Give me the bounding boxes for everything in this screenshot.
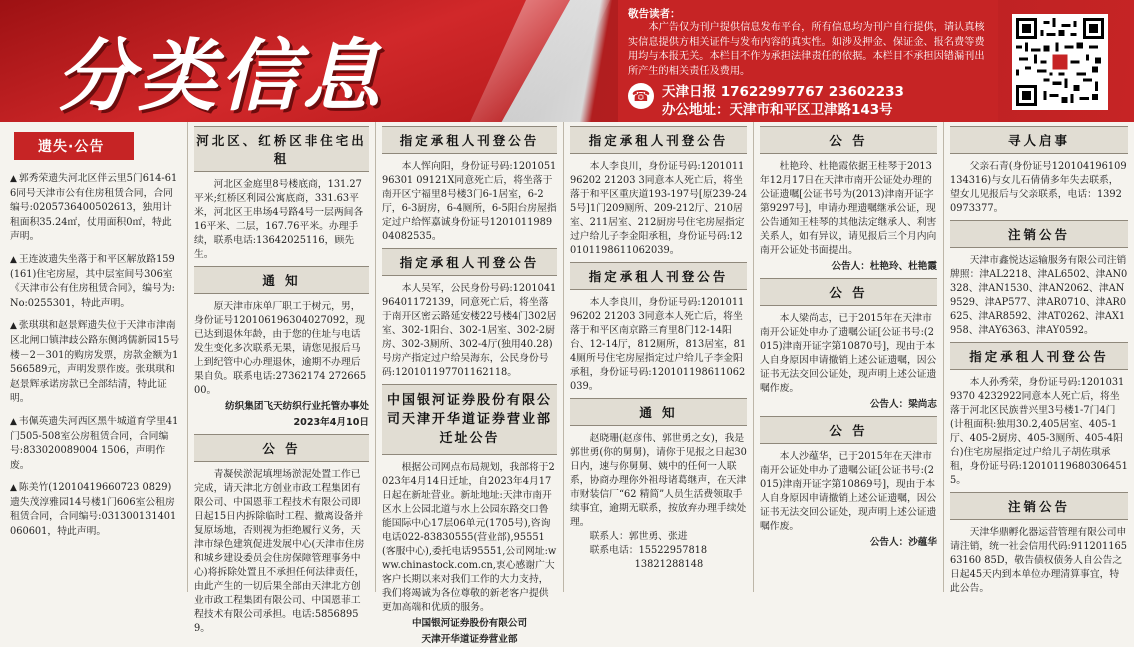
contact-phone: 天津日报 17622997767 23602233 <box>662 84 904 100</box>
relocation-signature-branch: 天津开华道证券营业部 <box>421 634 518 645</box>
rental-body: 河北区金庭里8号楼底商，131.27平米;红桥区利园公寓底商，331.63平米，河北区王串场4号路4号一层两间各16平米、二层，167.76平米。办理手续，联系电话:13642025116，顾先生。 <box>194 179 364 260</box>
announcement-body: 青凝侯淤泥填埋场淤泥处置工作已完成，请天津北方创业市政工程集团有限公司、中国恩菲工程技术有限公司即日起15日内拆除临时工程、撤离设备并复原场地，否则视为拒绝履行义务，天津市绿色建筑促进发展中心(天津市住房和城乡建设委员会住房保障管理事务中心)将拆除处置且不承担任何法律责任，由此产生的一切后果全部由天津北方创业市政工程集团有限公司、中国恩菲工程技术有限公司承担。电话:58568959。 <box>194 469 365 634</box>
announcement-body: 杜艳玲、杜艳霞依据王桂琴于2013年12月17日在天津市南开公证处办理的公证遗嘱[公证书号为(2013)津南开证字第9297号]，申请办理遗嘱继承公证，现公告通知王桂琴的其他法定继承人、利害关系人，如有异议，请见报后三个月内向南开公证处书面提出。 <box>760 161 937 256</box>
section-heading-cancellation: 注销公告 <box>950 220 1128 248</box>
section-heading-tenant: 指定承租人刊登公告 <box>382 126 557 154</box>
bullet-triangle-icon: ▲ <box>10 321 17 332</box>
cancellation-body: 天津市鑫悦达运输服务有限公司注销牌照：津AL2218、津AL6502、津AN0328、津AN1530、津AN2062、津AN9529、津AP577、津AR0710、津AR0625、津AR8592、津AT0262、津AX1958、津AY6363、津AY0592。 <box>950 255 1128 336</box>
column-2 <box>188 122 376 634</box>
page-title: 分类信息 <box>56 32 385 122</box>
reader-notice-title: 敬告读者： <box>628 8 681 20</box>
notice-date: 2023年4月10日 <box>293 417 369 428</box>
qr-code-graphic <box>1016 18 1104 106</box>
tenant-body: 本人李良川，身份证号码:120101196202 21203 3同意本人死亡后，将坐落于和平区重庆道193-197号[原239-245号]1门209厕所、209-212厅、210居室、211居室、212厨房号住宅房屋指定过户给儿子李金阳承租，身份证号码:120101198611062039。 <box>570 161 747 256</box>
section-heading-notice: 通 知 <box>194 266 369 294</box>
column-4 <box>564 122 754 592</box>
section-heading-tenant: 指定承租人刊登公告 <box>950 342 1128 370</box>
section-heading-missing-person: 寻人启事 <box>950 126 1128 154</box>
relocation-signature: 中国银河证券股份有限公司 <box>411 618 528 629</box>
announcement-body: 本人沙蕴华，已于2015年在天津市南开公证处申办了遗嘱公证[公证书号:(2015)津南开证字第10869号]，现由于本人自身原因申请撤销上述公证遗嘱，因公证书无法交回公证处，现声明上述公证遗嘱作废。 <box>760 451 937 532</box>
contact-address: 办公地址：天津市和平区卫津路143号 <box>662 102 893 118</box>
lost-notice-item: ▲ 陈美竹(12010419660723 0829)遗失茂淳雅园14号楼1门606室公租房租赁合同，合同编号:031300131401060601，特此声明。 <box>10 482 177 538</box>
notice-phone-2: 13821288148 <box>634 559 704 570</box>
announcement-signature: 公告人：沙蕴华 <box>869 537 937 548</box>
section-heading-rental: 河北区、红桥区非住宅出租 <box>194 126 369 172</box>
announcement-signature: 公告人：梁尚志 <box>869 399 937 410</box>
relocation-body: 根据公司网点布局规划，我部将于2023年4月14日迁址，自2023年4月17日起在新址营业。新址地址:天津市南开区水上公园北道与水上公园东路交口鲁能国际中心17层06单元(1705号),咨询电话022-83830555(营业部),95551(客服中心),委托电话95551,公司网址:www.chinastock.com.cn,衷心感谢广大客户长期以来对我们工作的大力支持，我们将竭诚为各位尊敬的新老客户提供更加高端和优质的服务。 <box>382 462 557 613</box>
tenant-body: 本人孙秀荣，身份证号码:12010319370 4232922同意本人死亡后，将坐落于河北区民族普兴里3号楼1-7门4门(计租面积:独用30.2,405居室、405-1厅、405-2厨房、405-3厕所、405-4阳台)住宅房屋指定过户给儿子胡佐琪承租，身份证号码:120101196803064515。 <box>950 377 1128 486</box>
classified-columns <box>0 122 1134 645</box>
notice-contact: 联系人：郭世勇、张进 <box>589 531 688 542</box>
section-heading-announcement: 公 告 <box>194 434 369 462</box>
notice-body: 原天津市床单厂职工于树元，男，身份证号120106196304027092，现已达到退休年龄，由于您的住址与电话发生变化多次联系无果，请您见报后马上到纪管中心办理退休，逾期不办理后果自负。联系电话:27362174 27266500。 <box>194 301 367 396</box>
lost-notice-item: ▲ 王连波遗失坐落于和平区解放路159(161)住宅房屋，其中层室间号306室《天津市公有住房租赁合同》，编号为:No:0255301，特此声明。 <box>10 253 175 309</box>
notice-signature: 纺织集团飞天纺织行业托管办事处 <box>225 401 369 412</box>
column-lost-notices <box>0 122 188 592</box>
section-heading-announcement: 公 告 <box>760 416 937 444</box>
notice-phone: 联系电话：15522957818 <box>589 545 708 556</box>
section-heading-announcement: 公 告 <box>760 278 937 306</box>
bullet-triangle-icon: ▲ <box>10 254 17 265</box>
lost-notice-item: ▲ 张琪琪和赵景辉遗失位于天津市津南区北闸口镇津歧公路东侧鸿儒新园15号楼－2－301的购房发票，房款金额为1566589元，声明发票作废。张琪琪和赵景辉承诺房款已全部结清，特此证明。 <box>10 320 180 405</box>
section-heading-relocation: 中国银河证券股份有限公司天津开华道证券营业部迁址公告 <box>382 384 557 455</box>
bullet-triangle-icon: ▲ <box>10 416 17 427</box>
section-heading-cancellation: 注销公告 <box>950 492 1128 520</box>
section-heading-notice: 通 知 <box>570 398 747 426</box>
tenant-body: 本人恽向阳，身份证号码:120105196301 09121X同意死亡后，将坐落于南开区宁福里8号楼3门6-1居室，6-2厅，6-3厨房，6-4厕所，6-5阳台房屋指定过户给恽嘉诚身份证号120101198904082535。 <box>382 161 557 242</box>
bullet-triangle-icon: ▲ <box>10 483 17 494</box>
section-heading-tenant: 指定承租人刊登公告 <box>382 248 557 276</box>
announcement-body: 本人梁尚志，已于2015年在天津市南开公证处申办了遗嘱公证[公证书号:(2015)津南开证字第10870号]，现由于本人自身原因申请撤销上述公证遗嘱，因公证书无法交回公证处，现声明上述公证遗嘱作废。 <box>760 313 937 394</box>
section-heading-announcement: 公 告 <box>760 126 937 154</box>
column-5 <box>754 122 944 592</box>
column-3 <box>376 122 564 645</box>
lost-notice-item: ▲ 韦佩英遗失河西区黑牛城道育学里41门505-508室公房租赁合同，合同编号:833020089004 1506，声明作废。 <box>10 415 179 471</box>
section-heading-lost: 遗失·公告 <box>14 132 134 160</box>
section-heading-tenant: 指定承租人刊登公告 <box>570 126 747 154</box>
reader-notice-body: 本广告仅为刊户提供信息发布平台，所有信息均为刊户自行提供，请认真核实信息提供方相关证件与发布内容的真实性。如涉及押金、保证金、报名费等费用均与本报无关。本栏目不作为承担法律责任的依据。本栏目不承担因错漏刊出所产生的相关责任及费用。 <box>628 22 985 77</box>
cancellation-body: 天津华鼎孵化器运营管理有限公司申请注销，统一社会信用代码:91120116563160 85D，敬告债权债务人自公告之日起45天内到本单位办理清算事宜，特此公告。 <box>950 527 1127 594</box>
qr-code-icon <box>1012 14 1108 110</box>
bullet-triangle-icon: ▲ <box>10 174 17 184</box>
missing-person-body: 父亲石青(身份证号120104196109134316)与女儿石倩倩多年失去联系，望女儿见报后与父亲联系，电话：13920973377。 <box>950 161 1127 214</box>
column-6 <box>944 122 1134 592</box>
announcement-signature: 公告人：杜艳玲、杜艳霞 <box>831 261 937 272</box>
tenant-body: 本人吴军，公民身份号码:120104196401172139，同意死亡后，将坐落于南开区密云路延安楼22号楼4门302居室、302-1阳台、302-1居室、302-2厨房、302-3厕所、302-4厅(独用40.28)号房产指定过户给吴海东，公民身份号码:120101197701162118。 <box>382 283 557 378</box>
tenant-body: 本人李良川，身份证号码:120101196202 21203 3同意本人死亡后，将坐落于和平区南京路三育里8门12-14阳台、12-14厅，812厕所，813居室，814厕所号住宅房屋指定过户给儿子李金阳承租，身份证号码:120101198611062039。 <box>570 297 747 392</box>
notice-body: 赵晓珊(赵彦伟、郭世勇之女)，我是郭世勇(你的舅舅)，请你于见报之日起30日内，速与你舅舅、姨中的任何一人联系，协商办理你外祖母诸葛继声，在天津市财装信厂“62 精简”人员生活费领取手续事宜，逾期无联系，按放弃办理手续处理。 <box>570 433 747 528</box>
section-heading-tenant: 指定承租人刊登公告 <box>570 262 747 290</box>
lost-notice-item: ▲ 郭秀荣遗失河北区伴云里5门614-616同号天津市公有住房租赁合同，合同编号:0205736400502613，独用计租面积35.24㎡，仗用面积0㎡，特此声明。 <box>10 173 178 243</box>
page-header <box>0 0 1134 122</box>
phone-icon: ☎ <box>628 83 654 109</box>
